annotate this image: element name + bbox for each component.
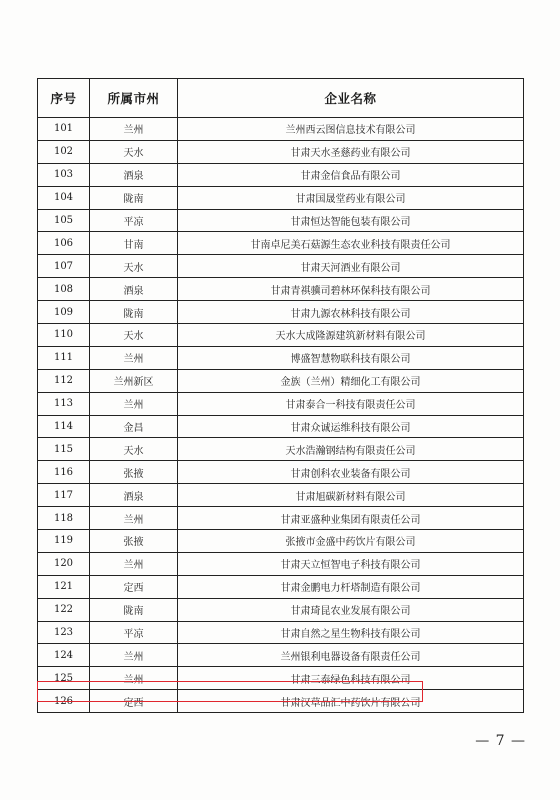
cell-company: 甘肃九源农林科技有限公司 <box>178 301 524 324</box>
cell-serial: 117 <box>38 484 90 507</box>
table-body <box>38 118 524 713</box>
cell-serial: 112 <box>38 369 90 392</box>
cell-serial: 106 <box>38 232 90 255</box>
cell-city: 天水 <box>90 140 178 163</box>
table-row <box>38 301 524 324</box>
cell-city: 酒泉 <box>90 484 178 507</box>
header-city: 所属市州 <box>90 79 178 118</box>
table-header <box>38 79 524 118</box>
cell-city: 兰州 <box>90 507 178 530</box>
cell-city: 天水 <box>90 324 178 347</box>
table-row <box>38 598 524 621</box>
cell-company: 金族（兰州）精细化工有限公司 <box>178 369 524 392</box>
cell-serial: 115 <box>38 438 90 461</box>
cell-company: 兰州银利电器设备有限责任公司 <box>178 644 524 667</box>
table-row <box>38 552 524 575</box>
cell-company: 天水大成隆源建筑新材料有限公司 <box>178 324 524 347</box>
cell-company: 甘肃国晟堂药业有限公司 <box>178 186 524 209</box>
cell-company: 甘肃天河酒业有限公司 <box>178 255 524 278</box>
cell-city: 陇南 <box>90 301 178 324</box>
cell-serial: 118 <box>38 507 90 530</box>
cell-city: 兰州 <box>90 346 178 369</box>
table-row <box>38 507 524 530</box>
table-row <box>38 140 524 163</box>
table-row <box>38 644 524 667</box>
cell-serial: 103 <box>38 163 90 186</box>
header-company: 企业名称 <box>178 79 524 118</box>
cell-company: 甘肃创科农业装备有限公司 <box>178 461 524 484</box>
table-row <box>38 186 524 209</box>
table-row <box>38 278 524 301</box>
table-row <box>38 530 524 553</box>
cell-serial: 120 <box>38 552 90 575</box>
cell-serial: 119 <box>38 530 90 553</box>
cell-city: 兰州 <box>90 392 178 415</box>
cell-serial: 101 <box>38 118 90 141</box>
cell-serial: 113 <box>38 392 90 415</box>
cell-company: 甘肃旭碳新材料有限公司 <box>178 484 524 507</box>
cell-city: 平凉 <box>90 209 178 232</box>
cell-company: 甘肃青祺骥司碧林环保科技有限公司 <box>178 278 524 301</box>
cell-city: 兰州 <box>90 667 178 690</box>
cell-company: 甘肃琦昆农业发展有限公司 <box>178 598 524 621</box>
cell-company: 甘肃天立恒智电子科技有限公司 <box>178 552 524 575</box>
cell-serial: 123 <box>38 621 90 644</box>
table-row <box>38 324 524 347</box>
page-number: — 7 — <box>475 733 526 749</box>
table-row <box>38 484 524 507</box>
enterprise-table <box>37 78 524 713</box>
table-row <box>38 255 524 278</box>
cell-serial: 111 <box>38 346 90 369</box>
cell-company: 甘肃泰合一科技有限责任公司 <box>178 392 524 415</box>
table-row-highlighted <box>38 667 524 690</box>
cell-serial: 125 <box>38 667 90 690</box>
cell-serial: 116 <box>38 461 90 484</box>
cell-company: 博盛智慧物联科技有限公司 <box>178 346 524 369</box>
cell-city: 甘南 <box>90 232 178 255</box>
cell-serial: 110 <box>38 324 90 347</box>
cell-company: 甘肃自然之星生物科技有限公司 <box>178 621 524 644</box>
cell-serial: 122 <box>38 598 90 621</box>
cell-city: 定西 <box>90 575 178 598</box>
cell-city: 兰州 <box>90 118 178 141</box>
cell-serial: 126 <box>38 690 90 713</box>
cell-serial: 124 <box>38 644 90 667</box>
cell-company: 甘肃金信食品有限公司 <box>178 163 524 186</box>
cell-company: 甘南卓尼美石菇源生态农业科技有限责任公司 <box>178 232 524 255</box>
table-row <box>38 392 524 415</box>
cell-city: 酒泉 <box>90 278 178 301</box>
table-row <box>38 118 524 141</box>
cell-company: 甘肃三泰绿色科技有限公司 <box>178 667 524 690</box>
cell-company: 甘肃汉草品汇中药饮片有限公司 <box>178 690 524 713</box>
cell-serial: 105 <box>38 209 90 232</box>
cell-serial: 109 <box>38 301 90 324</box>
cell-company: 甘肃亚盛种业集团有限责任公司 <box>178 507 524 530</box>
cell-serial: 114 <box>38 415 90 438</box>
header-row <box>38 79 524 118</box>
cell-city: 兰州新区 <box>90 369 178 392</box>
cell-city: 天水 <box>90 438 178 461</box>
cell-company: 甘肃恒达智能包装有限公司 <box>178 209 524 232</box>
cell-company: 天水浩瀚钢结构有限责任公司 <box>178 438 524 461</box>
cell-city: 定西 <box>90 690 178 713</box>
table-row <box>38 690 524 713</box>
table-row <box>38 575 524 598</box>
cell-city: 陇南 <box>90 186 178 209</box>
cell-city: 金昌 <box>90 415 178 438</box>
cell-city: 张掖 <box>90 530 178 553</box>
cell-company: 甘肃众诚运维科技有限公司 <box>178 415 524 438</box>
cell-city: 酒泉 <box>90 163 178 186</box>
table-row <box>38 461 524 484</box>
table-row <box>38 209 524 232</box>
cell-company: 张掖市金盛中药饮片有限公司 <box>178 530 524 553</box>
table-row <box>38 369 524 392</box>
cell-city: 张掖 <box>90 461 178 484</box>
cell-company: 甘肃天水圣慈药业有限公司 <box>178 140 524 163</box>
header-serial: 序号 <box>38 79 90 118</box>
table-row <box>38 415 524 438</box>
cell-city: 平凉 <box>90 621 178 644</box>
cell-serial: 121 <box>38 575 90 598</box>
cell-city: 兰州 <box>90 552 178 575</box>
table-row <box>38 163 524 186</box>
cell-city: 兰州 <box>90 644 178 667</box>
cell-serial: 107 <box>38 255 90 278</box>
table-row <box>38 232 524 255</box>
cell-city: 陇南 <box>90 598 178 621</box>
cell-city: 天水 <box>90 255 178 278</box>
cell-serial: 102 <box>38 140 90 163</box>
table-row <box>38 346 524 369</box>
table-row <box>38 438 524 461</box>
table-row <box>38 621 524 644</box>
cell-serial: 104 <box>38 186 90 209</box>
cell-company: 甘肃金鹏电力杆塔制造有限公司 <box>178 575 524 598</box>
cell-company: 兰州西云图信息技术有限公司 <box>178 118 524 141</box>
cell-serial: 108 <box>38 278 90 301</box>
